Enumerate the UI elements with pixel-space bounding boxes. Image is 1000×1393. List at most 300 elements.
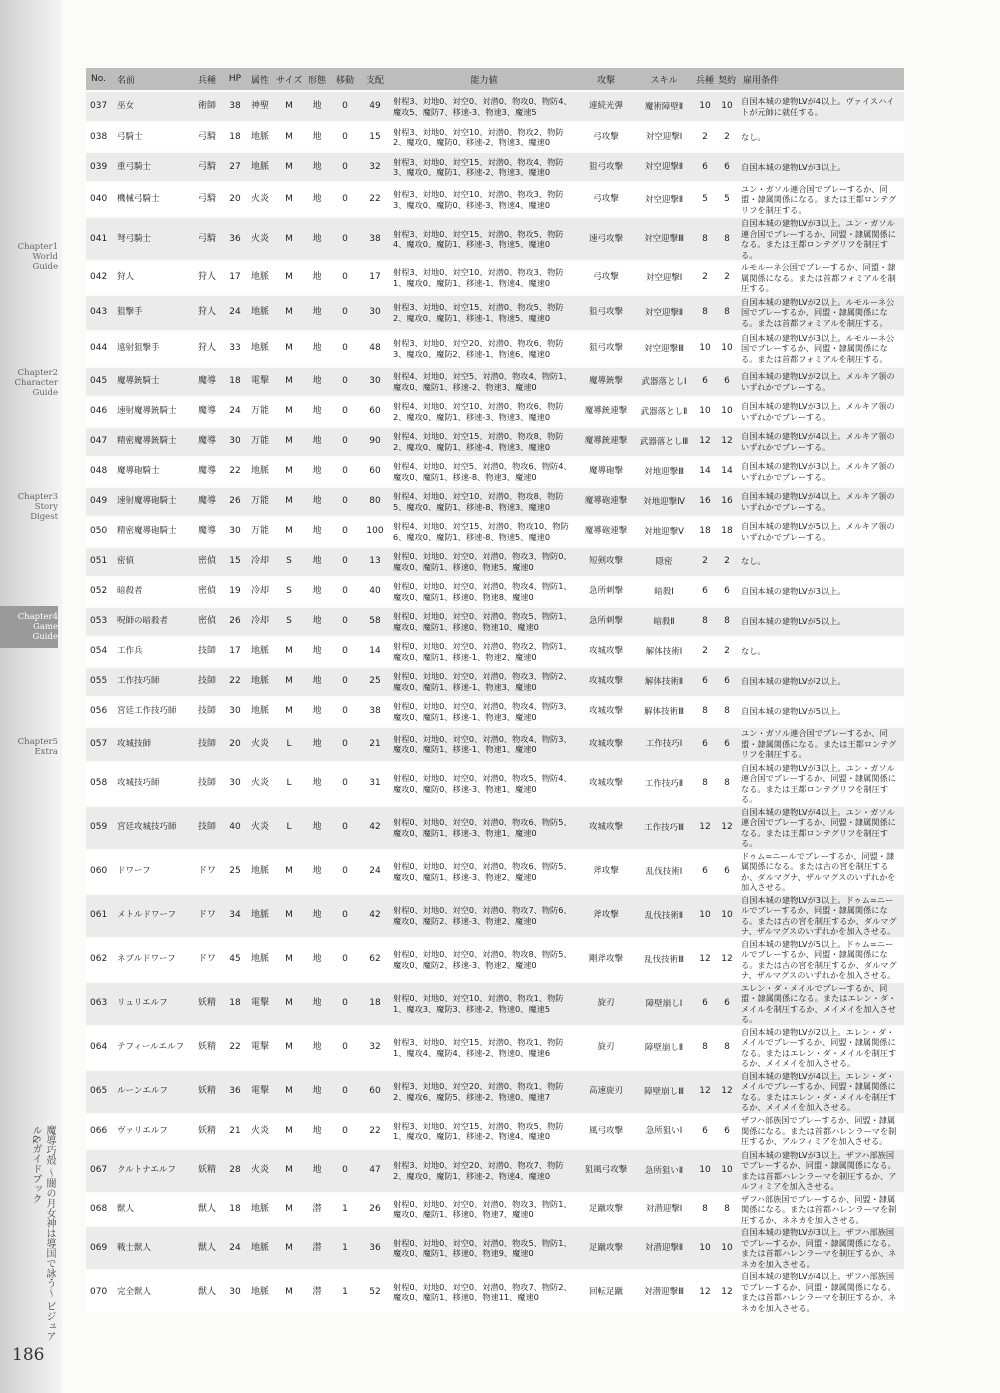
col-attr: 属性 — [246, 68, 274, 90]
table-row — [86, 398, 904, 426]
unit-no: 057 — [86, 728, 112, 761]
unit-size: M — [274, 296, 304, 330]
table-row — [86, 1071, 904, 1113]
unit-control: 14 — [360, 638, 390, 666]
unit-attribute: 万能 — [246, 398, 274, 426]
unit-stats: 射程3、対地0、対空0、対潜0、物攻0、物防4、魔攻5、魔防7、移速-3、物速3、魔速5 — [390, 92, 578, 121]
unit-table — [86, 66, 904, 1315]
unit-attribute: 万能 — [246, 428, 274, 456]
unit-size: L — [274, 763, 304, 805]
unit-no: 065 — [86, 1071, 112, 1113]
unit-control: 32 — [360, 1027, 390, 1069]
table-header — [86, 68, 904, 90]
unit-control: 40 — [360, 578, 390, 606]
unit-attack: 攻城攻撃 — [578, 638, 634, 666]
unit-control: 38 — [360, 698, 390, 726]
unit-contract: 14 — [716, 458, 738, 486]
unit-no: 041 — [86, 218, 112, 260]
unit-type: ドワ — [190, 851, 224, 893]
unit-no: 038 — [86, 123, 112, 151]
unit-skill: 対地迎撃Ⅴ — [634, 518, 694, 546]
unit-skill: 障壁崩しⅢ — [634, 1071, 694, 1113]
unit-troop-cost: 6 — [694, 153, 716, 181]
unit-form: 地 — [304, 608, 330, 636]
unit-move: 0 — [330, 728, 360, 761]
unit-attack: 攻城攻撃 — [578, 698, 634, 726]
unit-contract: 8 — [716, 218, 738, 260]
unit-attack: 高速旋刃 — [578, 1071, 634, 1113]
unit-name: 精密魔導銃騎士 — [112, 428, 190, 456]
unit-troop-cost: 6 — [694, 1115, 716, 1148]
unit-form: 地 — [304, 368, 330, 396]
unit-type: 魔導 — [190, 458, 224, 486]
unit-move: 0 — [330, 428, 360, 456]
unit-form: 潜 — [304, 1227, 330, 1269]
unit-stats: 射程0、対地0、対空10、対潜0、物攻1、物防1、魔攻3、魔防3、移速-2、物速0、魔速5 — [390, 983, 578, 1025]
table-body — [86, 92, 904, 1313]
unit-skill: 解体技術Ⅱ — [634, 668, 694, 696]
unit-size: M — [274, 851, 304, 893]
unit-skill: 対空迎撃Ⅲ — [634, 332, 694, 366]
unit-attribute: 万能 — [246, 488, 274, 516]
chapter1-tab[interactable]: Chapter1 World Guide — [17, 242, 58, 272]
unit-control: 36 — [360, 1227, 390, 1269]
unit-name: 戦士獣人 — [112, 1227, 190, 1269]
unit-hp: 36 — [224, 218, 246, 260]
unit-move: 0 — [330, 1150, 360, 1192]
unit-skill: 工作技巧Ⅲ — [634, 807, 694, 849]
chapter3-tab[interactable]: Chapter3 Story Digest — [17, 492, 58, 522]
unit-troop-cost: 2 — [694, 123, 716, 151]
unit-control: 21 — [360, 728, 390, 761]
unit-no: 064 — [86, 1027, 112, 1069]
unit-hp: 18 — [224, 983, 246, 1025]
unit-condition: 自国本城の建物LVが3以上。メルキア領のいずれかでプレーする。 — [738, 458, 904, 486]
unit-hp: 15 — [224, 548, 246, 576]
unit-hp: 18 — [224, 1194, 246, 1226]
unit-stats: 射程3、対地0、対空10、対潜0、物攻3、物防3、魔攻0、魔防0、移速-3、物速4、魔速0 — [390, 183, 578, 216]
unit-condition: ユン・ガソル連合国でプレーするか、同盟・隷属関係になる。または王都ロンテグリフを制圧する。 — [738, 728, 904, 761]
unit-hp: 30 — [224, 763, 246, 805]
unit-type: 魔導 — [190, 368, 224, 396]
unit-hp: 45 — [224, 939, 246, 981]
unit-condition: 自国本城の建物LVが2以上。ルモルーネ公国でプレーするか、同盟・隷属関係になる。または首都フォミアルを制圧する。 — [738, 296, 904, 330]
unit-attribute: 電撃 — [246, 1027, 274, 1069]
table-row — [86, 368, 904, 396]
unit-form: 地 — [304, 983, 330, 1025]
chapter4-tab[interactable]: Chapter4 Game Guide — [0, 606, 58, 648]
unit-no: 052 — [86, 578, 112, 606]
unit-no: 062 — [86, 939, 112, 981]
unit-condition: 自国本城の建物LVが5以上。 — [738, 698, 904, 726]
unit-contract: 8 — [716, 1194, 738, 1226]
unit-name: メトルドワーフ — [112, 895, 190, 937]
unit-troop-cost: 6 — [694, 851, 716, 893]
table-row — [86, 1027, 904, 1069]
unit-contract: 8 — [716, 698, 738, 726]
unit-no: 046 — [86, 398, 112, 426]
unit-form: 地 — [304, 851, 330, 893]
unit-name: 魔導砲騎士 — [112, 458, 190, 486]
chapter-sidebar — [0, 0, 62, 1393]
unit-size: M — [274, 939, 304, 981]
unit-attribute: 地脈 — [246, 698, 274, 726]
unit-attribute: 地脈 — [246, 262, 274, 294]
unit-attack: 攻城攻撃 — [578, 668, 634, 696]
unit-condition: 自国本城の建物LVが4以上。メルキア領のいずれかでプレーする。 — [738, 488, 904, 516]
unit-type: 密偵 — [190, 578, 224, 606]
table-row — [86, 939, 904, 981]
unit-contract: 10 — [716, 1150, 738, 1192]
table-row — [86, 763, 904, 805]
unit-attack: 旋刃 — [578, 1027, 634, 1069]
unit-attribute: 地脈 — [246, 1271, 274, 1313]
unit-stats: 射程3、対地0、対空15、対潜0、物攻5、物防4、魔攻0、魔防1、移速-3、物速5、魔速0 — [390, 218, 578, 260]
unit-no: 066 — [86, 1115, 112, 1148]
unit-condition: 自国本城の建物LVが3以上。ユン・ガソル連合国でプレーするか、同盟・隷属関係になる。または王都ロンテグリフを制圧する。 — [738, 218, 904, 260]
unit-condition: 自国本城の建物LVが5以上。ドゥム=ニールでプレーするか、同盟・隷属関係になる。または古の宮を制圧するか、ダルマグナ、ザルマグスのいずれかを加入させる。 — [738, 939, 904, 981]
unit-skill: 対空迎撃Ⅱ — [634, 296, 694, 330]
unit-attribute: 冷却 — [246, 548, 274, 576]
unit-condition: 自国本城の建物LVが3以上。ドゥム=ニールでプレーするか、同盟・隷属関係になる。または古の宮を制圧するか、ダルマグナ、ザルマグスのいずれかを加入させる。 — [738, 895, 904, 937]
unit-control: 62 — [360, 939, 390, 981]
unit-troop-cost: 10 — [694, 1227, 716, 1269]
unit-stats: 射程4、対地0、対空10、対潜0、物攻6、物防2、魔攻0、魔防1、移速-3、物速3、魔速0 — [390, 398, 578, 426]
unit-type: 妖精 — [190, 983, 224, 1025]
unit-type: 魔導 — [190, 518, 224, 546]
unit-name: 遠射狙撃手 — [112, 332, 190, 366]
unit-control: 18 — [360, 983, 390, 1025]
col-size: サイズ — [274, 68, 304, 90]
col-stats: 能力値 — [390, 68, 578, 90]
unit-stats: 射程0、対地0、対空0、対潜0、物攻3、物防1、魔攻0、魔防1、移速0、物速7、魔速0 — [390, 1194, 578, 1226]
unit-size: L — [274, 807, 304, 849]
unit-contract: 12 — [716, 1071, 738, 1113]
unit-name: 狙撃手 — [112, 296, 190, 330]
unit-move: 0 — [330, 939, 360, 981]
col-hp: HP — [224, 68, 246, 90]
unit-contract: 2 — [716, 123, 738, 151]
unit-condition: エレン・ダ・メイルでプレーするか、同盟・隷属関係になる。またはエレン・ダ・メイルを制圧するか、メイメイを加入させる。 — [738, 983, 904, 1025]
unit-size: M — [274, 698, 304, 726]
unit-no: 043 — [86, 296, 112, 330]
unit-skill: 対空迎撃Ⅰ — [634, 262, 694, 294]
unit-contract: 6 — [716, 728, 738, 761]
unit-form: 地 — [304, 939, 330, 981]
unit-hp: 40 — [224, 807, 246, 849]
unit-attack: 魔導砲連撃 — [578, 518, 634, 546]
table-row — [86, 638, 904, 666]
unit-contract: 6 — [716, 153, 738, 181]
unit-contract: 6 — [716, 578, 738, 606]
unit-move: 0 — [330, 262, 360, 294]
col-attack: 攻撃 — [578, 68, 634, 90]
unit-hp: 24 — [224, 398, 246, 426]
unit-condition: 自国本城の建物LVが2以上。メルキア領のいずれかでプレーする。 — [738, 368, 904, 396]
unit-contract: 6 — [716, 983, 738, 1025]
unit-control: 47 — [360, 1150, 390, 1192]
unit-stats: 射程0、対地0、対空0、対潜0、物攻6、物防5、魔攻0、魔防1、移速-3、物速2、魔速0 — [390, 851, 578, 893]
table-row — [86, 895, 904, 937]
unit-control: 42 — [360, 807, 390, 849]
unit-form: 地 — [304, 728, 330, 761]
unit-hp: 30 — [224, 698, 246, 726]
unit-move: 0 — [330, 668, 360, 696]
unit-condition: なし。 — [738, 123, 904, 151]
unit-size: M — [274, 398, 304, 426]
unit-attack: 魔導砲撃 — [578, 458, 634, 486]
unit-name: ルーンエルフ — [112, 1071, 190, 1113]
unit-move: 1 — [330, 1271, 360, 1313]
unit-form: 地 — [304, 183, 330, 216]
unit-control: 90 — [360, 428, 390, 456]
unit-troop-cost: 10 — [694, 332, 716, 366]
table-row — [86, 518, 904, 546]
unit-condition: ザフハ部族国でプレーするか、同盟・隷属関係になる。または首都ハレンラーマを制圧するか、アルフィミアを加入させる。 — [738, 1115, 904, 1148]
unit-skill: 障壁崩しⅠ — [634, 983, 694, 1025]
unit-contract: 8 — [716, 763, 738, 805]
unit-move: 0 — [330, 518, 360, 546]
unit-type: 妖精 — [190, 1027, 224, 1069]
unit-size: M — [274, 668, 304, 696]
table-row — [86, 807, 904, 849]
unit-condition: 自国本城の建物LVが2以上。 — [738, 668, 904, 696]
unit-condition: 自国本城の建物LVが2以上。エレン・ダ・メイルでプレーするか、同盟・隷属関係になる。またはエレン・ダ・メイルを制圧するか、メイメイを加入させる。 — [738, 1027, 904, 1069]
unit-type: 狩人 — [190, 332, 224, 366]
table-row — [86, 851, 904, 893]
unit-name: リュリエルフ — [112, 983, 190, 1025]
unit-hp: 20 — [224, 183, 246, 216]
unit-type: 獣人 — [190, 1271, 224, 1313]
unit-stats: 射程3、対地0、対空20、対潜0、物攻1、物防2、魔攻6、魔防5、移速-2、物速0、魔速7 — [390, 1071, 578, 1113]
unit-hp: 25 — [224, 851, 246, 893]
unit-type: 技師 — [190, 698, 224, 726]
unit-skill: 武器落としⅡ — [634, 398, 694, 426]
unit-type: 弓騎 — [190, 218, 224, 260]
unit-attribute: 地脈 — [246, 638, 274, 666]
unit-form: 地 — [304, 1115, 330, 1148]
unit-attribute: 火炎 — [246, 218, 274, 260]
unit-skill: 隠密 — [634, 548, 694, 576]
unit-attribute: 火炎 — [246, 1115, 274, 1148]
unit-hp: 30 — [224, 1271, 246, 1313]
unit-hp: 18 — [224, 123, 246, 151]
unit-control: 24 — [360, 851, 390, 893]
col-type: 兵種 — [190, 68, 224, 90]
unit-control: 17 — [360, 262, 390, 294]
unit-stats: 射程0、対地0、対空0、対潜0、物攻4、物防3、魔攻0、魔防1、移速-1、物速3、魔速0 — [390, 698, 578, 726]
unit-troop-cost: 6 — [694, 368, 716, 396]
unit-stats: 射程4、対地0、対空5、対潜0、物攻6、物防4、魔攻0、魔防1、移速-8、物速3、魔速0 — [390, 458, 578, 486]
unit-no: 054 — [86, 638, 112, 666]
unit-condition: 自国本城の建物LVが5以上。メルキア領のいずれかでプレーする。 — [738, 518, 904, 546]
unit-form: 地 — [304, 153, 330, 181]
unit-attack: 狙弓攻撃 — [578, 153, 634, 181]
unit-contract: 16 — [716, 488, 738, 516]
unit-size: M — [274, 638, 304, 666]
unit-size: S — [274, 578, 304, 606]
unit-control: 80 — [360, 488, 390, 516]
unit-condition: 自国本城の建物LVが4以上。エレン・ダ・メイルでプレーするか、同盟・隷属関係になる。またはエレン・ダ・メイルを制圧するか、メイメイを加入させる。 — [738, 1071, 904, 1113]
unit-name: 密偵 — [112, 548, 190, 576]
unit-size: M — [274, 458, 304, 486]
unit-contract: 5 — [716, 183, 738, 216]
unit-troop-cost: 8 — [694, 1194, 716, 1226]
unit-type: 魔導 — [190, 428, 224, 456]
unit-troop-cost: 5 — [694, 183, 716, 216]
unit-contract: 18 — [716, 518, 738, 546]
unit-troop-cost: 10 — [694, 895, 716, 937]
unit-skill: 対潜迎撃Ⅱ — [634, 1227, 694, 1269]
unit-control: 58 — [360, 608, 390, 636]
unit-attribute: 地脈 — [246, 296, 274, 330]
unit-contract: 8 — [716, 296, 738, 330]
unit-contract: 10 — [716, 1227, 738, 1269]
unit-attribute: 火炎 — [246, 807, 274, 849]
unit-hp: 17 — [224, 262, 246, 294]
unit-condition: なし。 — [738, 548, 904, 576]
unit-troop-cost: 6 — [694, 668, 716, 696]
unit-move: 0 — [330, 92, 360, 121]
unit-size: M — [274, 183, 304, 216]
unit-stats: 射程3、対地0、対空15、対潜0、物攻5、物防2、魔攻0、魔防1、移速-1、物速5、魔速0 — [390, 296, 578, 330]
unit-hp: 22 — [224, 1027, 246, 1069]
unit-troop-cost: 8 — [694, 698, 716, 726]
unit-stats: 射程0、対地0、対空0、対潜0、物攻4、物防3、魔攻0、魔防1、移速-1、物速1、魔速0 — [390, 728, 578, 761]
unit-attack: 魔導銃連撃 — [578, 398, 634, 426]
unit-attribute: 電撃 — [246, 983, 274, 1025]
unit-troop-cost: 6 — [694, 983, 716, 1025]
unit-name: クルトナエルフ — [112, 1150, 190, 1192]
unit-control: 30 — [360, 368, 390, 396]
unit-attack: 急所刺撃 — [578, 608, 634, 636]
unit-stats: 射程3、対地0、対空15、対潜0、物攻5、物防1、魔攻0、魔防1、移速-2、物速4、魔速0 — [390, 1115, 578, 1148]
unit-stats: 射程0、対地0、対空0、対潜0、物攻5、物防1、魔攻0、魔防1、移速0、物速9、魔速0 — [390, 1227, 578, 1269]
unit-stats: 射程0、対地0、対空0、対潜0、物攻7、物防6、魔攻0、魔防2、移速-3、物速2、魔速0 — [390, 895, 578, 937]
unit-name: 弩弓騎士 — [112, 218, 190, 260]
unit-type: 魔導 — [190, 488, 224, 516]
unit-move: 0 — [330, 895, 360, 937]
unit-hp: 26 — [224, 608, 246, 636]
unit-attribute: 火炎 — [246, 763, 274, 805]
unit-hp: 21 — [224, 1115, 246, 1148]
unit-contract: 6 — [716, 851, 738, 893]
unit-control: 26 — [360, 1194, 390, 1226]
table-row — [86, 123, 904, 151]
unit-attack: 足蹴攻撃 — [578, 1194, 634, 1226]
table-row — [86, 548, 904, 576]
unit-size: S — [274, 608, 304, 636]
unit-type: 弓騎 — [190, 153, 224, 181]
unit-stats: 射程0、対地0、対空0、対潜0、物攻6、物防5、魔攻0、魔防1、移速-3、物速1、魔速0 — [390, 807, 578, 849]
unit-contract: 6 — [716, 668, 738, 696]
table-row — [86, 92, 904, 121]
unit-condition: 自国本城の建物LVが4以上。メルキア領のいずれかでプレーする。 — [738, 428, 904, 456]
unit-attack: 魔導銃連撃 — [578, 428, 634, 456]
unit-attack: 魔導銃撃 — [578, 368, 634, 396]
unit-no: 049 — [86, 488, 112, 516]
unit-form: 地 — [304, 578, 330, 606]
unit-form: 地 — [304, 458, 330, 486]
unit-no: 063 — [86, 983, 112, 1025]
unit-form: 地 — [304, 518, 330, 546]
unit-type: 弓騎 — [190, 183, 224, 216]
unit-no: 047 — [86, 428, 112, 456]
unit-move: 0 — [330, 458, 360, 486]
unit-name: 巫女 — [112, 92, 190, 121]
unit-contract: 2 — [716, 548, 738, 576]
unit-attribute: 地脈 — [246, 458, 274, 486]
unit-condition: ルモルーネ公国でプレーするか、同盟・隷属関係になる。または首都フォミアルを制圧する。 — [738, 262, 904, 294]
unit-attribute: 地脈 — [246, 851, 274, 893]
unit-attack: 足蹴攻撃 — [578, 1227, 634, 1269]
table-row — [86, 1227, 904, 1269]
unit-troop-cost: 10 — [694, 1150, 716, 1192]
unit-condition: 自国本城の建物LVが3以上。 — [738, 578, 904, 606]
unit-no: 040 — [86, 183, 112, 216]
unit-stats: 射程0、対地0、対空0、対潜0、物攻5、物防4、魔攻0、魔防0、移速-3、物速1、魔速0 — [390, 763, 578, 805]
table-row — [86, 578, 904, 606]
unit-hp: 22 — [224, 458, 246, 486]
unit-name: 獣人 — [112, 1194, 190, 1226]
unit-name: ヴァリエルフ — [112, 1115, 190, 1148]
unit-skill: 障壁崩しⅡ — [634, 1027, 694, 1069]
unit-stats: 射程4、対地0、対空15、対潜0、物攻8、物防2、魔攻0、魔防1、移速-4、物速3、魔速0 — [390, 428, 578, 456]
unit-hp: 24 — [224, 1227, 246, 1269]
table-row — [86, 262, 904, 294]
chapter2-tab[interactable]: Chapter2 Character Guide — [14, 368, 58, 398]
col-no: No. — [86, 68, 112, 90]
col-ctrl: 支配 — [360, 68, 390, 90]
unit-stats: 射程0、対地0、対空0、対潜0、物攻3、物防0、魔攻0、魔防1、移速0、物速5、魔速0 — [390, 548, 578, 576]
unit-hp: 30 — [224, 518, 246, 546]
unit-contract: 6 — [716, 368, 738, 396]
unit-attribute: 電撃 — [246, 1071, 274, 1113]
unit-type: 技師 — [190, 638, 224, 666]
unit-skill: 対潜迎撃Ⅰ — [634, 1194, 694, 1226]
unit-control: 42 — [360, 895, 390, 937]
unit-no: 051 — [86, 548, 112, 576]
unit-control: 31 — [360, 763, 390, 805]
table-row — [86, 728, 904, 761]
unit-name: 宮廷攻城技巧師 — [112, 807, 190, 849]
unit-skill: 解体技術Ⅰ — [634, 638, 694, 666]
unit-hp: 27 — [224, 153, 246, 181]
unit-name: 工作兵 — [112, 638, 190, 666]
unit-type: 狩人 — [190, 262, 224, 294]
unit-hp: 22 — [224, 668, 246, 696]
chapter5-tab[interactable]: Chapter5 Extra — [17, 737, 58, 757]
unit-hp: 30 — [224, 428, 246, 456]
unit-form: 地 — [304, 1150, 330, 1192]
unit-contract: 10 — [716, 92, 738, 121]
unit-attribute: 万能 — [246, 518, 274, 546]
unit-size: M — [274, 1071, 304, 1113]
unit-troop-cost: 2 — [694, 638, 716, 666]
unit-type: 妖精 — [190, 1071, 224, 1113]
unit-troop-cost: 14 — [694, 458, 716, 486]
unit-attack: 狙弓攻撃 — [578, 332, 634, 366]
unit-type: 獣人 — [190, 1227, 224, 1269]
unit-no: 056 — [86, 698, 112, 726]
unit-form: 地 — [304, 123, 330, 151]
unit-hp: 34 — [224, 895, 246, 937]
unit-stats: 射程0、対地0、対空0、対潜0、物攻5、物防1、魔攻0、魔防1、移速0、物速10、魔速0 — [390, 608, 578, 636]
unit-type: 弓騎 — [190, 123, 224, 151]
unit-attack: 弓攻撃 — [578, 183, 634, 216]
unit-form: 地 — [304, 807, 330, 849]
unit-form: 地 — [304, 488, 330, 516]
